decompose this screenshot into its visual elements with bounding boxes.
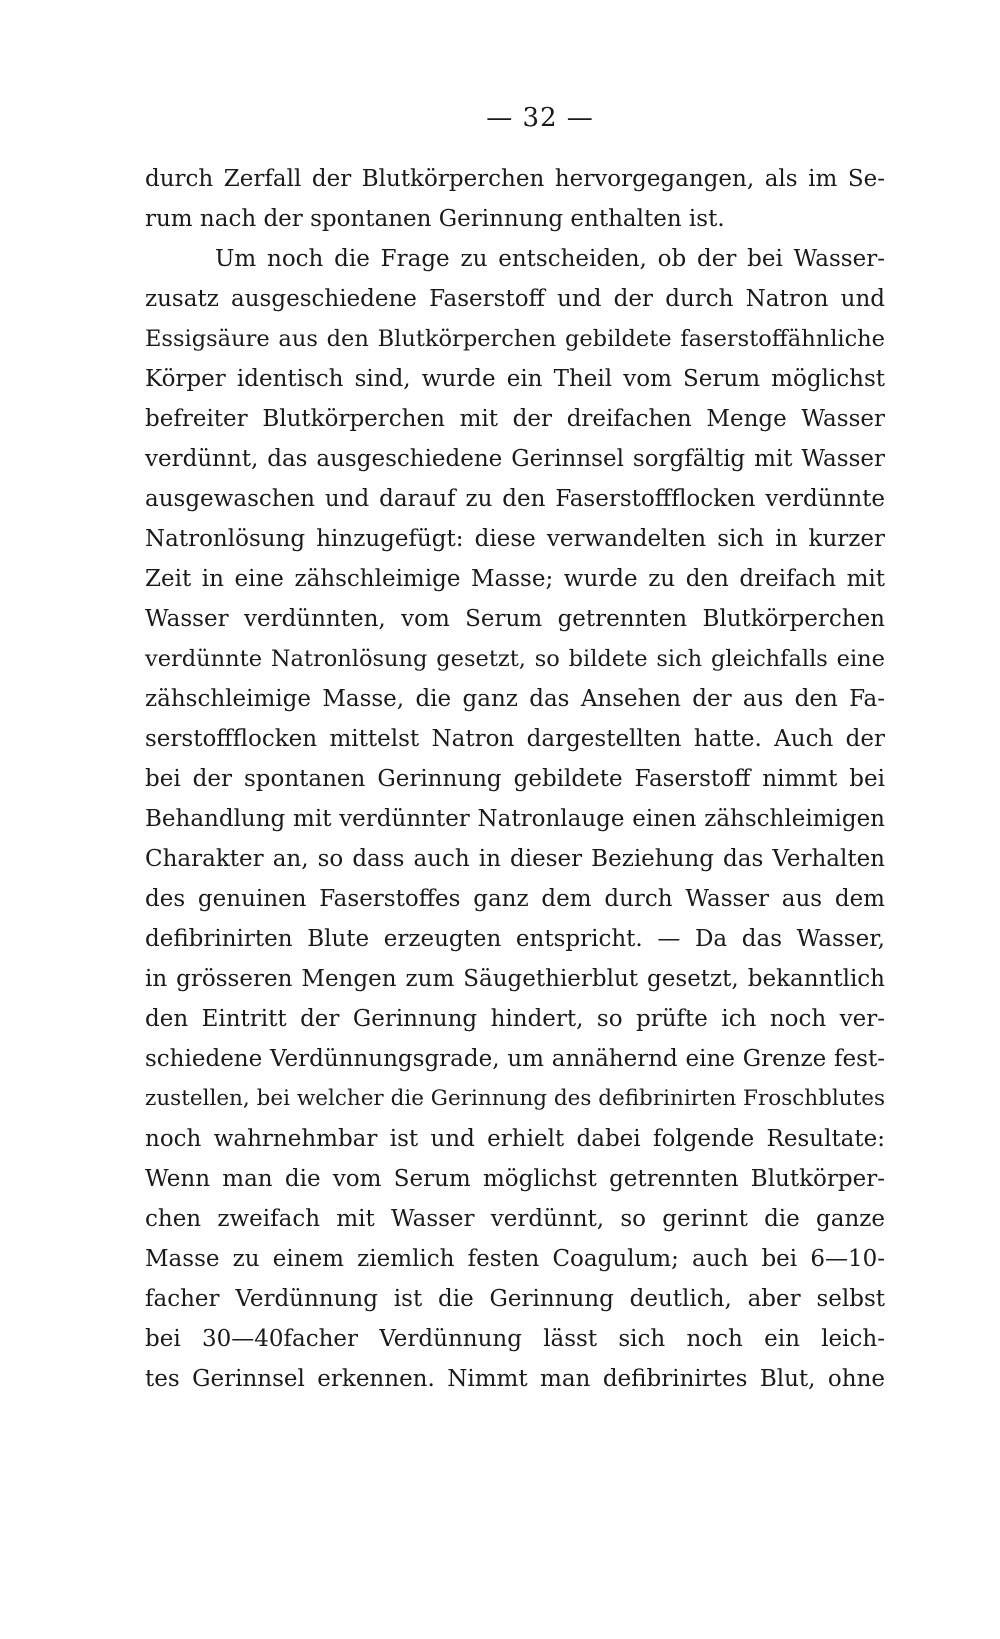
text-line: zusatz ausgeschiedene Faserstoff und der durch Natron und [145,286,885,312]
text-line: verdünnt, das ausgeschiedene Gerinnsel sorgfältig mit Wasser [145,446,885,472]
text-line: verdünnte Natronlösung gesetzt, so bildete sich gleichfalls eine [145,646,885,672]
text-line: tes Gerinnsel erkennen. Nimmt man defibrinirtes Blut, ohne [145,1366,885,1392]
text-line: bei 30—40facher Verdünnung lässt sich noch ein leich- [145,1326,885,1352]
text-line: den Eintritt der Gerinnung hindert, so prüfte ich noch ver- [145,1006,885,1032]
text-line: schiedene Verdünnungsgrade, um annähernd eine Grenze fest- [145,1046,885,1072]
text-line: durch Zerfall der Blutkörperchen hervorgegangen, als im Se- [145,166,885,192]
text-line: Masse zu einem ziemlich festen Coagulum; auch bei 6—10- [145,1246,885,1272]
text-line: Behandlung mit verdünnter Natronlauge einen zähschleimigen [145,806,885,832]
text-line: in grösseren Mengen zum Säugethierblut gesetzt, bekanntlich [145,966,885,992]
text-line: zähschleimige Masse, die ganz das Ansehen der aus den Fa- [145,686,885,712]
text-line: defibrinirten Blute erzeugten entspricht. — Da das Wasser, [145,926,885,952]
text-line: facher Verdünnung ist die Gerinnung deutlich, aber selbst [145,1286,885,1312]
text-line: zustellen, bei welcher die Gerinnung des defibrinirten Froschblutes [145,1086,885,1111]
text-line: ausgewaschen und darauf zu den Faserstoffflocken verdünnte [145,486,885,512]
page-number: — 32 — [486,103,594,133]
text-line: noch wahrnehmbar ist und erhielt dabei folgende Resultate: [145,1126,885,1152]
text-line: befreiter Blutkörperchen mit der dreifachen Menge Wasser [145,406,885,432]
text-line: Essigsäure aus den Blutkörperchen gebildete faserstoffähnliche [145,326,885,352]
text-line: serstoffflocken mittelst Natron dargestellten hatte. Auch der [145,726,885,752]
text-line: Zeit in eine zähschleimige Masse; wurde zu den dreifach mit [145,566,885,592]
body-text [145,159,885,1399]
text-line: rum nach der spontanen Gerinnung enthalten ist. [145,206,725,232]
text-line: Wenn man die vom Serum möglichst getrennten Blutkörper- [145,1166,885,1192]
paragraph-start-line: Um noch die Frage zu entscheiden, ob der bei Wasser- [215,246,885,272]
text-line: Körper identisch sind, wurde ein Theil vom Serum möglichst [145,366,885,392]
text-line: Wasser verdünnten, vom Serum getrennten Blutkörperchen [145,606,885,632]
text-line: Charakter an, so dass auch in dieser Beziehung das Verhalten [145,846,885,872]
text-line: Natronlösung hinzugefügt: diese verwandelten sich in kurzer [145,526,885,552]
text-line: bei der spontanen Gerinnung gebildete Faserstoff nimmt bei [145,766,885,792]
text-line: chen zweifach mit Wasser verdünnt, so gerinnt die ganze [145,1206,885,1232]
text-line: des genuinen Faserstoffes ganz dem durch Wasser aus dem [145,886,885,912]
